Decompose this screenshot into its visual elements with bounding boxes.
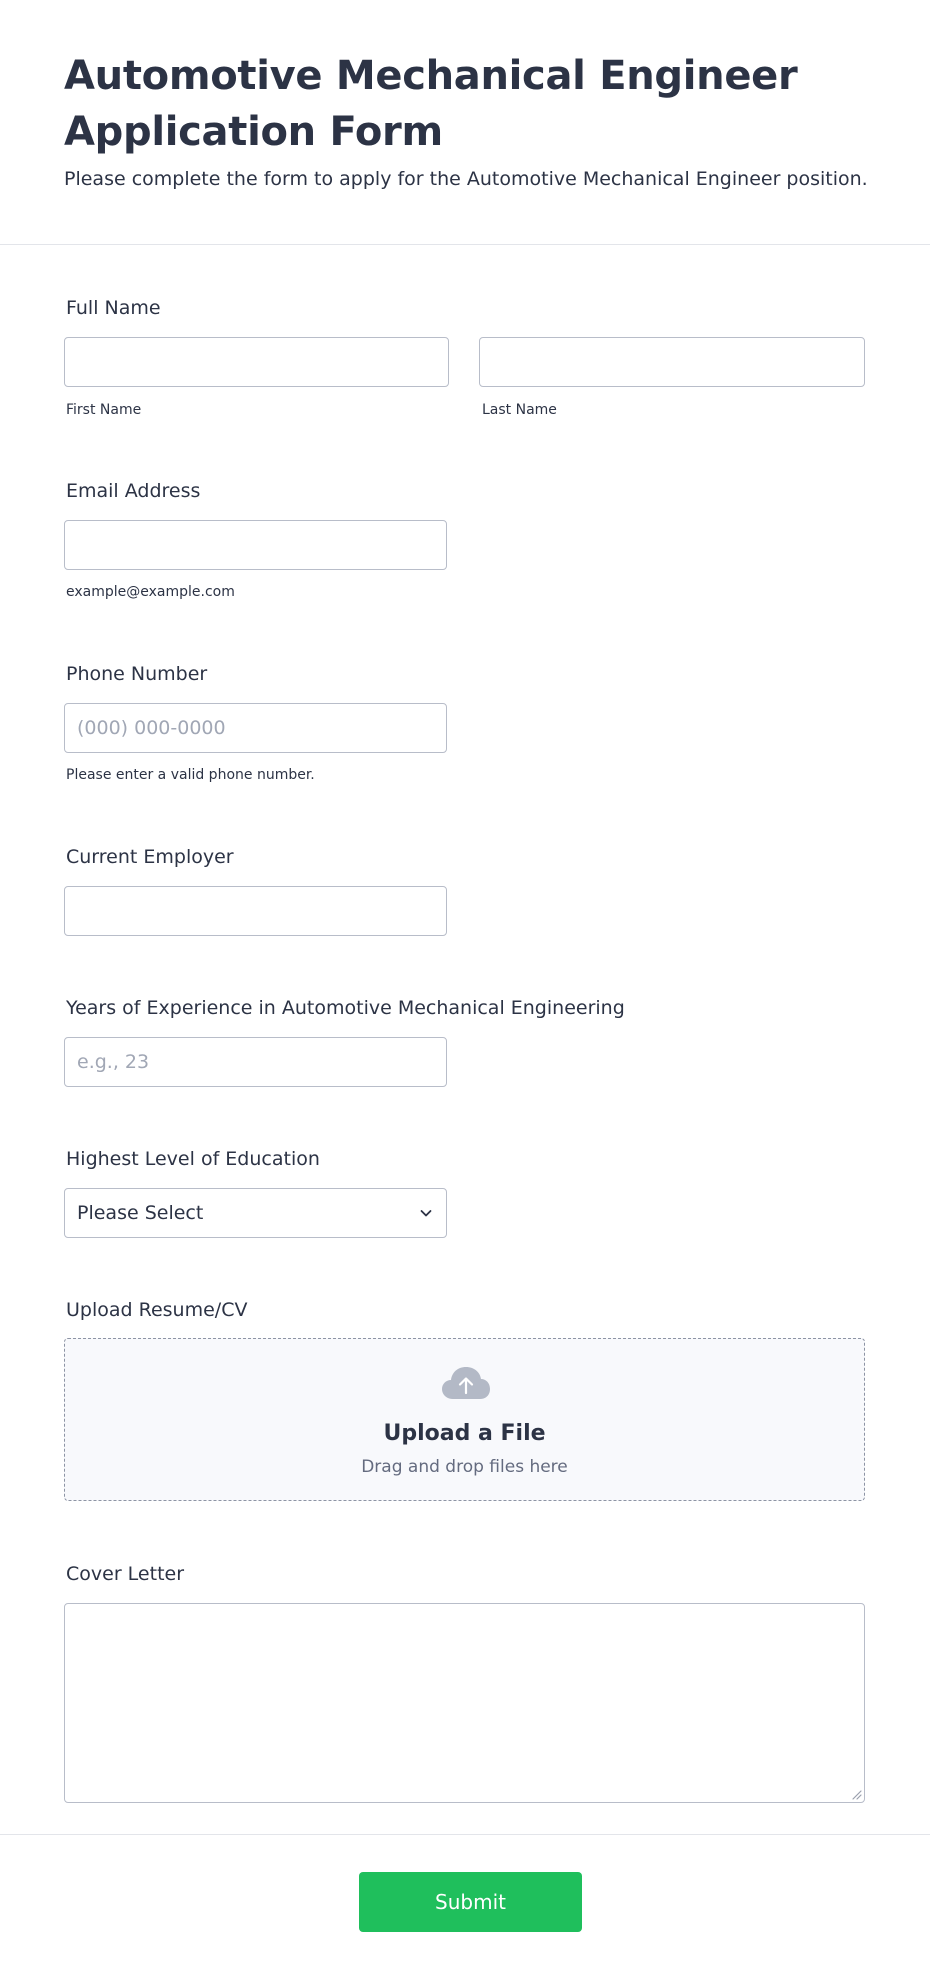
header-divider [0,244,930,245]
footer-divider [0,1834,930,1835]
first-name-sublabel: First Name [66,402,142,418]
phone-sublabel: Please enter a valid phone number. [66,767,315,783]
form-title-line1: Automotive Mechanical Engineer [64,53,798,99]
experience-label: Years of Experience in Automotive Mechanical Engineering [66,997,625,1019]
cover-letter-textarea[interactable] [64,1603,865,1803]
resume-label: Upload Resume/CV [66,1299,248,1321]
phone-input[interactable] [64,703,447,753]
cover-letter-label: Cover Letter [66,1563,185,1585]
form-subtitle: Please complete the form to apply for the Automotive Mechanical Engineer position. [64,168,868,190]
upload-title: Upload a File [383,1421,546,1446]
full-name-label: Full Name [66,297,161,319]
cloud-upload-icon [441,1365,491,1401]
education-label: Highest Level of Education [66,1148,320,1170]
email-sublabel: example@example.com [66,584,235,600]
last-name-input[interactable] [479,337,865,387]
submit-button[interactable]: Submit [359,1872,582,1932]
email-label: Email Address [66,480,201,502]
chevron-down-icon [418,1205,434,1221]
last-name-sublabel: Last Name [482,402,557,418]
phone-label: Phone Number [66,663,208,685]
resume-upload-dropzone[interactable] [64,1338,865,1501]
education-select-value: Please Select [77,1202,204,1224]
form-title [64,48,884,160]
form-title-line2: Application Form [64,109,443,155]
experience-input[interactable] [64,1037,447,1087]
form-header [64,48,884,192]
resize-grip-icon[interactable] [850,1788,862,1800]
first-name-input[interactable] [64,337,449,387]
education-select[interactable] [64,1188,447,1238]
employer-input[interactable] [64,886,447,936]
employer-label: Current Employer [66,846,234,868]
upload-subtitle: Drag and drop files here [361,1457,568,1477]
email-input[interactable] [64,520,447,570]
